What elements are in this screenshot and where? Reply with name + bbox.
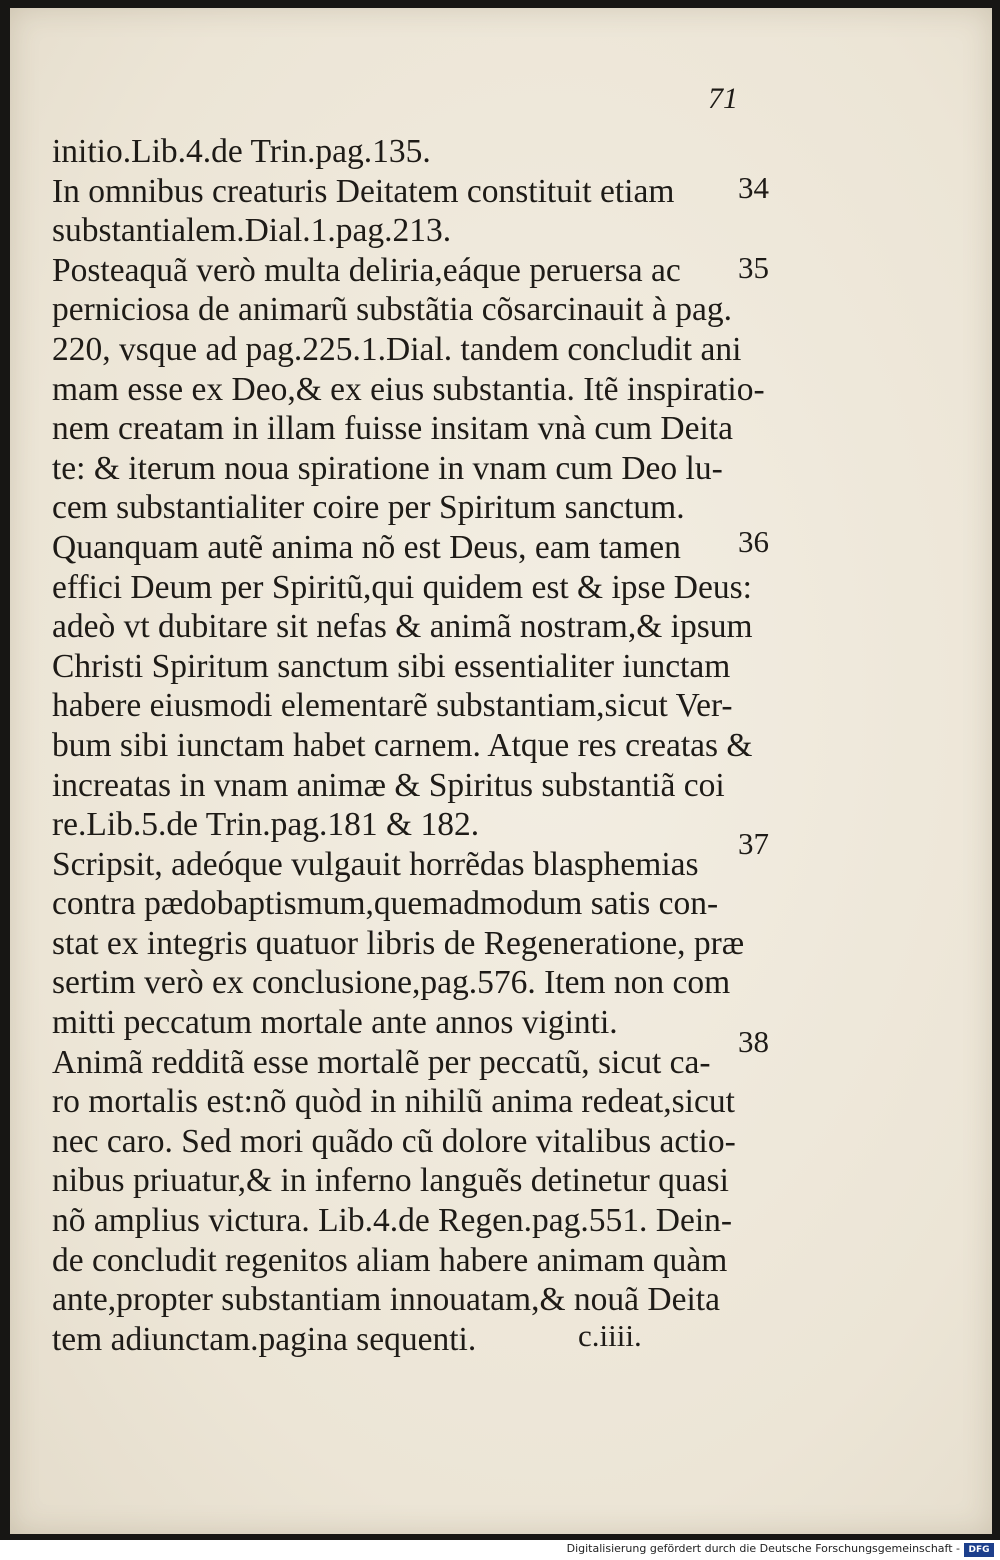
text-line: mam esse ex Deo,& ex eius substantia. Itẽ inspiratio- [52, 370, 765, 408]
text-line: tem adiunctam.pagina sequenti. [52, 1320, 477, 1358]
text-line: sertim verò ex conclusione,pag.576. Item non com [52, 964, 731, 1002]
text-line: Quanquam autẽ anima nõ est Deus, eam tamen [52, 528, 681, 566]
text-line: Animã redditã esse mortalẽ per peccatũ, sicut ca- [52, 1043, 711, 1081]
text-line: nec caro. Sed mori quãdo cũ dolore vitalibus actio- [52, 1122, 736, 1160]
text-line: Christi Spiritum sanctum sibi essentialiter iunctam [52, 647, 731, 685]
page-number: 71 [708, 82, 738, 115]
text-line: substantialem.Dial.1.pag.213. [52, 212, 452, 250]
text-line: contra pædobaptismum,quemadmodum satis con- [52, 885, 719, 923]
margin-number: 34 [738, 170, 769, 205]
text-line: cem substantialiter coire per Spiritum sanctum. [52, 489, 685, 527]
text-line: 220, vsque ad pag.225.1.Dial. tandem concludit ani [52, 330, 742, 368]
text-line: ante,propter substantiam innouatam,& nouã Deita [52, 1281, 720, 1319]
text-line: bum sibi iunctam habet carnem. Atque res creatas & [52, 726, 753, 764]
margin-number: 35 [738, 250, 769, 285]
text-line: ro mortalis est:nõ quòd in nihilũ anima redeat,sicut [52, 1083, 735, 1121]
margin-number: 36 [738, 524, 769, 559]
footer-bar [0, 1540, 1000, 1560]
text-line: stat ex integris quatuor libris de Regeneratione, præ [52, 924, 745, 962]
text-line: nibus priuatur,& in inferno languẽs detinetur quasi [52, 1162, 729, 1200]
text-line: effici Deum per Spiritũ,qui quidem est & ipse Deus: [52, 568, 752, 606]
text-line: Posteaquã verò multa deliria,eáque peruersa ac [52, 251, 681, 289]
text-line: te: & iterum noua spiratione in vnam cum Deo lu- [52, 449, 723, 487]
text-line: initio.Lib.4.de Trin.pag.135. [52, 133, 431, 170]
text-line: nem creatam in illam fuisse insitam vnà cum Deita [52, 410, 733, 448]
margin-number: 37 [738, 826, 769, 861]
signature-mark: c.iiii. [578, 1318, 642, 1353]
margin-number: 38 [738, 1024, 769, 1059]
text-line: nõ amplius victura. Lib.4.de Regen.pag.551. Dein- [52, 1202, 733, 1240]
text-line: Scripsit, adeóque vulgauit horrẽdas blasphemias [52, 845, 699, 883]
text-line: In omnibus creaturis Deitatem constituit etiam [52, 172, 675, 210]
funding-credit: Digitalisierung gefördert durch die Deutsche Forschungsgemeinschaft - [566, 1542, 960, 1555]
text-line: habere eiusmodi elementarẽ substantiam,sicut Ver- [52, 687, 733, 725]
dfg-logo-icon: DFG [964, 1543, 994, 1557]
text-line: adeò vt dubitare sit nefas & animã nostram,& ipsum [52, 608, 753, 646]
text-line: re.Lib.5.de Trin.pag.181 & 182. [52, 806, 480, 844]
text-line: perniciosa de animarũ substãtia cõsarcinauit à pag. [52, 291, 732, 329]
text-line: increatas in vnam animæ & Spiritus substantiã coi [52, 766, 725, 804]
text-line: mitti peccatum mortale ante annos viginti. [52, 1004, 618, 1042]
text-line: de concludit regenitos aliam habere animam quàm [52, 1241, 728, 1279]
